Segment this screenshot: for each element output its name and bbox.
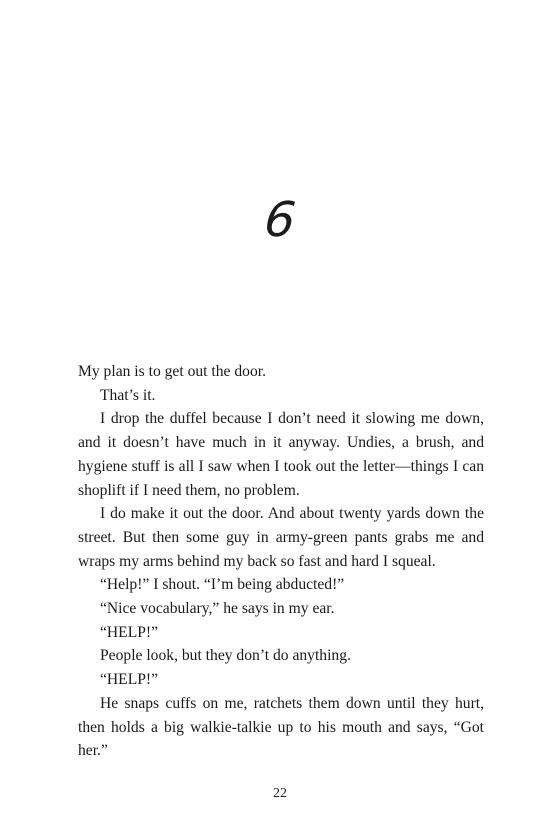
paragraph: “Help!” I shout. “I’m being abducted!” — [100, 576, 345, 594]
paragraph: “Nice vocabulary,” he says in my ear. — [100, 600, 335, 618]
paragraph: My plan is to get out the door. — [78, 363, 266, 380]
paragraph: I do make it out the door. And about twenty yards down the street. But then some guy in army-green pants grabs me and wraps my arms behind my back so fast and hard I squeal. — [78, 505, 484, 570]
page-number: 22 — [273, 786, 287, 801]
chapter-number: 6 — [261, 192, 299, 248]
chapter-body — [78, 360, 484, 763]
paragraph: He snaps cuffs on me, ratchets them down until they hurt, then holds a big walkie-talkie up to his mouth and says, “Got her.” — [78, 694, 484, 760]
paragraph: That’s it. — [100, 386, 156, 404]
paragraph: “HELP!” — [100, 671, 159, 689]
paragraph: I drop the duffel because I don’t need it slowing me down, and it doesn’t have much in it anyway. Undies, a brush, and hygiene stuff is all I saw when I took out the letter—things I can shoplift if I need them, no problem. — [78, 410, 484, 499]
paragraph: “HELP!” — [100, 623, 159, 641]
paragraph: People look, but they don’t do anything. — [100, 647, 351, 665]
